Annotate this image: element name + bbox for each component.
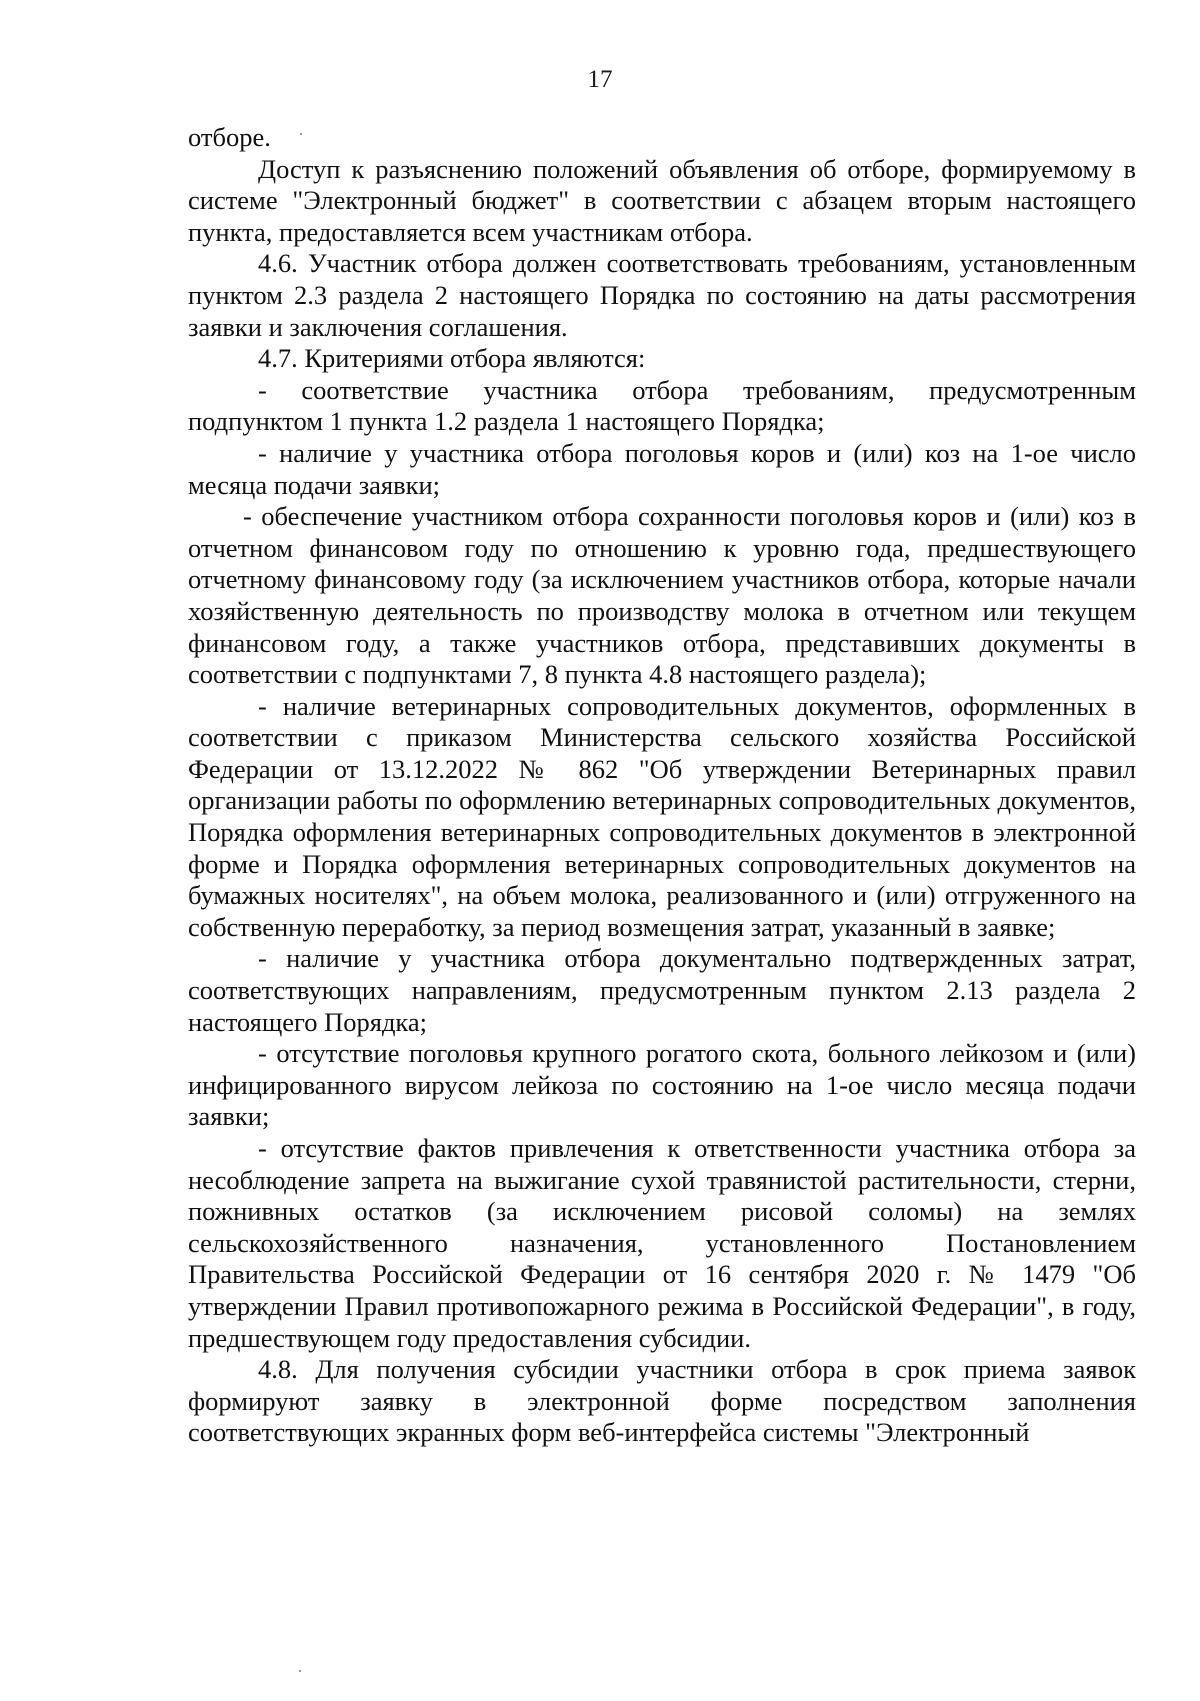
- paragraph-continuation: отборе.: [188, 122, 271, 152]
- paragraph-access-clarification: Доступ к разъяснению положений объявления об отборе, формируемому в системе "Электронный бюджет" в соответствии с абзацем вторым настоящего пункта, предоставляется всем участникам отбора.: [188, 153, 1136, 247]
- scan-speck: [299, 1670, 301, 1672]
- document-body: [188, 122, 1136, 1449]
- scan-speck: [300, 133, 302, 135]
- page-number: 17: [587, 66, 613, 93]
- paragraph-4-8: 4.8. Для получения субсидии участники отбора в срок приема заявок формируют заявку в электронной форме посредством заполнения соответствующих экранных форм веб-интерфейса системы "Электронный: [188, 1354, 1136, 1448]
- criterion-livestock-presence: - наличие у участника отбора поголовья коров и (или) коз на 1-ое число месяца подачи заявки;: [188, 437, 1136, 500]
- criterion-compliance: - соответствие участника отбора требованиям, предусмотренным подпунктом 1 пункта 1.2 раздела 1 настоящего Порядка;: [188, 374, 1136, 437]
- paragraph-4-7-heading: 4.7. Критериями отбора являются:: [258, 343, 646, 374]
- criterion-documented-costs: - наличие у участника отбора документально подтвержденных затрат, соответствующих направлениям, предусмотренным пунктом 2.13 раздела 2 настоящего Порядка;: [188, 943, 1136, 1037]
- criterion-no-liability: - отсутствие фактов привлечения к ответственности участника отбора за несоблюдение запрета на выжигание сухой травянистой растительности, стерни, пожнивных остатков (за исключением рисовой соломы) на землях сельскохозяйственного назначения, установленного Постановлением Правительства Российской Федерации от 16 сентября 2020 г. № 1479 "Об утверждении Правил противопожарного режима в Российской Федерации", в году, предшествующем году предоставления субсидии.: [188, 1133, 1136, 1353]
- criterion-livestock-preservation: - обеспечение участником отбора сохранности поголовья коров и (или) коз в отчетном финансовом году по отношению к уровню года, предшествующего отчетному финансовому году (за исключением участников отбора, которые начали хозяйственную деятельность по производству молока в отчетном или текущем финансовом году, а также участников отбора, представивших документы в соответствии с подпунктами 7, 8 пункта 4.8 настоящего раздела);: [188, 501, 1136, 690]
- criterion-leukosis-absence: - отсутствие поголовья крупного рогатого скота, больного лейкозом и (или) инфицированного вирусом лейкоза по состоянию на 1-ое число месяца подачи заявки;: [188, 1038, 1136, 1132]
- criterion-veterinary-documents: - наличие ветеринарных сопроводительных документов, оформленных в соответствии с приказом Министерства сельского хозяйства Российской Федерации от 13.12.2022 № 862 "Об утверждении Ветеринарных правил организации работы по оформлению ветеринарных сопроводительных документов, Порядка оформления ветеринарных сопроводительных документов в электронной форме и Порядка оформления ветеринарных сопроводительных документов на бумажных носителях", на объем молока, реализованного и (или) отгруженного на собственную переработку, за период возмещения затрат, указанный в заявке;: [188, 690, 1136, 942]
- paragraph-4-6: 4.6. Участник отбора должен соответствовать требованиям, установленным пунктом 2.3 раздела 2 настоящего Порядка по состоянию на даты рассмотрения заявки и заключения соглашения.: [188, 248, 1136, 342]
